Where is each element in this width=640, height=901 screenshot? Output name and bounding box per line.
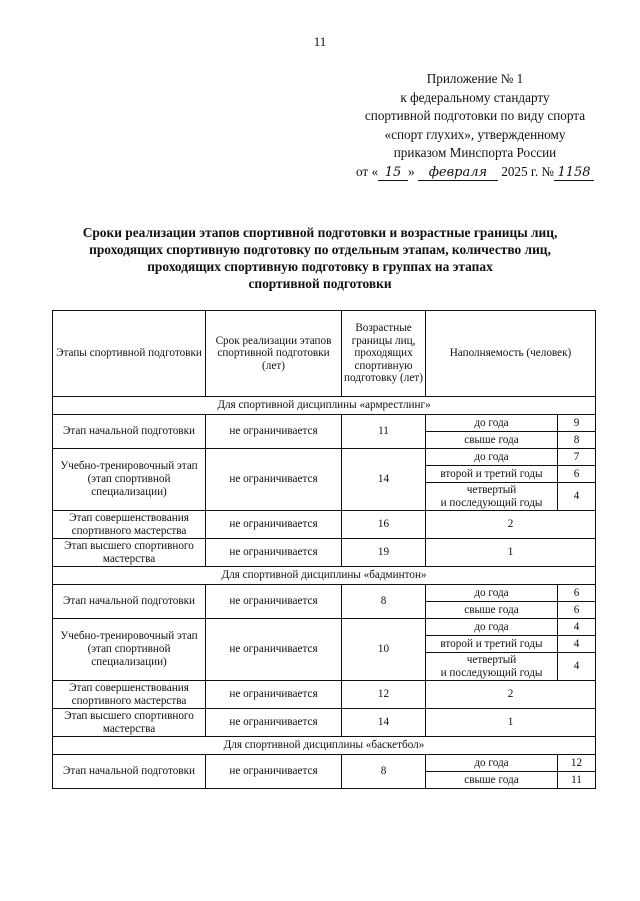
term-cell: не ограничивается	[206, 449, 342, 511]
stage-cell: Этап начальной подготовки	[53, 755, 206, 789]
term-cell: не ограничивается	[206, 539, 342, 567]
appendix-title: Приложение № 1	[426, 71, 524, 86]
age-cell: 11	[342, 415, 426, 449]
section-title: Для спортивной дисциплины «армрестлинг»	[53, 397, 596, 415]
period-label: четвертый и последующий годы	[426, 483, 558, 511]
header-age: Возрастные границы лиц, проходящих спортивную подготовку (лет)	[342, 311, 426, 397]
count-cell: 12	[558, 755, 596, 772]
age-cell: 8	[342, 585, 426, 619]
appendix-block	[340, 70, 610, 181]
age-cell: 10	[342, 619, 426, 681]
table-row	[53, 681, 596, 709]
table-row	[53, 585, 596, 602]
stage-cell: Этап начальной подготовки	[53, 415, 206, 449]
period-label: до года	[426, 755, 558, 772]
period-label: свыше года	[426, 432, 558, 449]
period-label: четвертый и последующий годы	[426, 653, 558, 681]
period-label: до года	[426, 619, 558, 636]
term-cell: не ограничивается	[206, 619, 342, 681]
table-row	[53, 511, 596, 539]
count-cell: 4	[558, 483, 596, 511]
stage-cell: Этап высшего спортивного мастерства	[53, 539, 206, 567]
count-cell: 8	[558, 432, 596, 449]
count-cell: 2	[426, 681, 596, 709]
age-cell: 14	[342, 709, 426, 737]
term-cell: не ограничивается	[206, 585, 342, 619]
count-cell: 4	[558, 636, 596, 653]
term-cell: не ограничивается	[206, 709, 342, 737]
section-row	[53, 397, 596, 415]
count-cell: 9	[558, 415, 596, 432]
stage-cell: Учебно-тренировочный этап (этап спортивной специализации)	[53, 449, 206, 511]
count-cell: 2	[426, 511, 596, 539]
age-cell: 12	[342, 681, 426, 709]
section-row	[53, 567, 596, 585]
term-cell: не ограничивается	[206, 415, 342, 449]
stage-cell: Учебно-тренировочный этап (этап спортивной специализации)	[53, 619, 206, 681]
order-date-line: от « 15 » февраля 2025 г. № 1158	[340, 163, 610, 182]
count-cell: 11	[558, 772, 596, 789]
table-row	[53, 415, 596, 432]
table-row	[53, 709, 596, 737]
age-cell: 19	[342, 539, 426, 567]
page-number: 11	[313, 34, 327, 49]
appendix-line: приказом Минспорта России	[393, 145, 557, 160]
count-cell: 7	[558, 449, 596, 466]
stage-cell: Этап совершенствования спортивного мастерства	[53, 681, 206, 709]
count-cell: 6	[558, 585, 596, 602]
appendix-line: «спорт глухих», утвержденному	[384, 126, 566, 142]
period-label: второй и третий годы	[426, 466, 558, 483]
count-cell: 6	[558, 466, 596, 483]
age-cell: 16	[342, 511, 426, 539]
period-label: свыше года	[426, 602, 558, 619]
table-row	[53, 539, 596, 567]
count-cell: 1	[426, 539, 596, 567]
section-row	[53, 737, 596, 755]
stage-cell: Этап начальной подготовки	[53, 585, 206, 619]
term-cell: не ограничивается	[206, 681, 342, 709]
stage-cell: Этап совершенствования спортивного мастерства	[53, 511, 206, 539]
count-cell: 4	[558, 653, 596, 681]
header-occupancy: Наполняемость (человек)	[426, 311, 596, 397]
handwritten-order-number: 1158	[554, 166, 594, 181]
term-cell: не ограничивается	[206, 755, 342, 789]
period-label: до года	[426, 449, 558, 466]
period-label: до года	[426, 585, 558, 602]
section-title: Для спортивной дисциплины «баскетбол»	[53, 737, 596, 755]
handwritten-month: февраля	[418, 166, 498, 181]
count-cell: 6	[558, 602, 596, 619]
table-header-row	[53, 311, 596, 397]
period-label: второй и третий годы	[426, 636, 558, 653]
handwritten-day: 15	[378, 166, 408, 181]
table-row	[53, 619, 596, 636]
document-title: Сроки реализации этапов спортивной подготовки и возрастные границы лиц, проходящих спортивную подготовку по отдельным этапам, количество лиц, проходящих спортивную подготовку в группах на этапах спортивной подготовки	[82, 225, 558, 291]
appendix-line: к федеральному стандарту	[400, 89, 550, 105]
age-cell: 14	[342, 449, 426, 511]
age-cell: 8	[342, 755, 426, 789]
term-cell: не ограничивается	[206, 511, 342, 539]
header-term: Срок реализации этапов спортивной подготовки (лет)	[206, 311, 342, 397]
period-label: свыше года	[426, 772, 558, 789]
table-row	[53, 449, 596, 466]
period-label: до года	[426, 415, 558, 432]
header-stages: Этапы спортивной подготовки	[53, 311, 206, 397]
section-title: Для спортивной дисциплины «бадминтон»	[53, 567, 596, 585]
count-cell: 1	[426, 709, 596, 737]
sports-training-table	[52, 310, 596, 789]
stage-cell: Этап высшего спортивного мастерства	[53, 709, 206, 737]
appendix-line: спортивной подготовки по виду спорта	[364, 108, 586, 123]
table-row	[53, 755, 596, 772]
count-cell: 4	[558, 619, 596, 636]
